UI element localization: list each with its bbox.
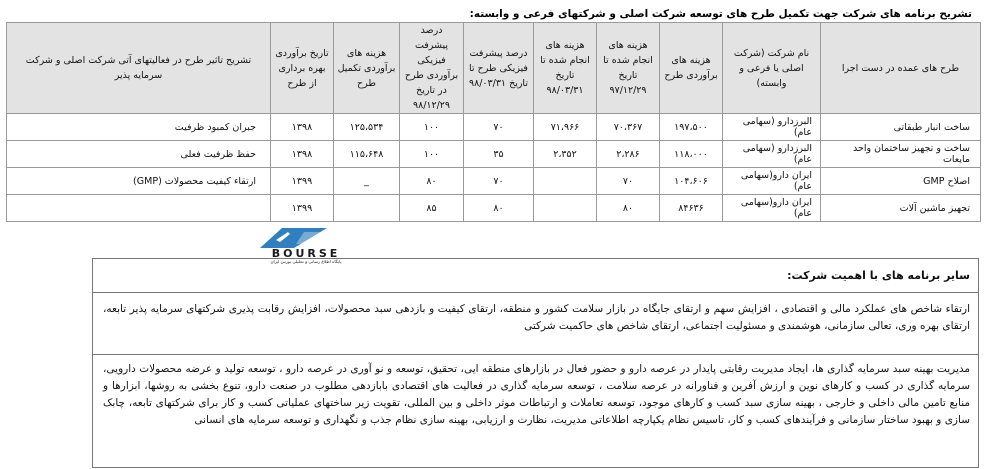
cell-progress-9803: ۷۰ xyxy=(464,168,534,195)
cell-progress-9812: ۱۰۰ xyxy=(400,141,464,168)
cell-spent-9803: ۲،۳۵۲ xyxy=(534,141,597,168)
cell-completion-cost xyxy=(334,195,400,222)
col-header-progress-9803: درصد پیشرفت فیزیکی طرح تا تاریخ ۹۸/۰۳/۳۱ xyxy=(464,23,534,114)
cell-progress-9812: ۸۵ xyxy=(400,195,464,222)
cell-progress-9812: ۱۰۰ xyxy=(400,114,464,141)
cell-operation-date: ۱۳۹۹ xyxy=(271,168,334,195)
cell-spent-9712: ۸۰ xyxy=(597,195,660,222)
cell-completion-cost: ۱۱۵،۶۴۸ xyxy=(334,141,400,168)
projects-table xyxy=(6,22,981,222)
cell-spent-9803 xyxy=(534,168,597,195)
col-header-completion-cost: هزینه های برآوردی تکمیل طرح xyxy=(334,23,400,114)
other-programs-paragraph-1: ارتقاء شاخص های عملکرد مالی و اقتصادی ، افزایش سهم و ارتقای جایگاه در بازار سلامت کشور و منطقه، ارتقای کیفیت و بازدهی سبد محصولات، افزایش رقابت پذیری شرکتهای سرمایه پذیر تابعه، ارتقای بهره وری، تعالی سازمانی، هوشمندی و مسئولیت اجتماعی، ارتقای شاخص های حاکمیت شرکتی xyxy=(93,293,978,355)
col-header-project: طرح های عمده در دست اجرا xyxy=(821,23,981,114)
col-header-progress-9812: درصد پیشرفت فیزیکی برآوردی طرح در تاریخ ۹۸/۱۲/۲۹ xyxy=(400,23,464,114)
logo-word: BOURSE xyxy=(271,247,341,260)
col-header-estimated-cost: هزینه های برآوردی طرح xyxy=(660,23,723,114)
table-row xyxy=(7,141,981,168)
cell-project: اصلاح GMP xyxy=(821,168,981,195)
other-programs-box xyxy=(92,258,979,468)
logo-mark-icon xyxy=(260,228,330,248)
cell-project: تجهیز ماشین آلات xyxy=(821,195,981,222)
col-header-spent-9712: هزینه های انجام شده تا تاریخ ۹۷/۱۲/۲۹ xyxy=(597,23,660,114)
logo-caption: پایگاه اطلاع رسانی و تحلیلی بورس ایران xyxy=(270,259,342,264)
cell-spent-9712: ۷۰،۳۶۷ xyxy=(597,114,660,141)
cell-estimated-cost: ۱۱۸،۰۰۰ xyxy=(660,141,723,168)
cell-completion-cost: _ xyxy=(334,168,400,195)
col-header-operation-date: تاریخ برآوردی بهره برداری از طرح xyxy=(271,23,334,114)
cell-project: ساخت انبار طبقاتی xyxy=(821,114,981,141)
col-header-company: نام شرکت (شرکت اصلی یا فرعی و وابسته) xyxy=(723,23,821,114)
cell-company: ایران دارو(سهامی عام) xyxy=(723,168,821,195)
cell-spent-9803 xyxy=(534,195,597,222)
cell-completion-cost: ۱۲۵،۵۳۴ xyxy=(334,114,400,141)
col-header-spent-9803: هزینه های انجام شده تا تاریخ ۹۸/۰۳/۳۱ xyxy=(534,23,597,114)
other-programs-title: سایر برنامه های با اهمیت شرکت: xyxy=(93,259,978,293)
cell-impact xyxy=(7,195,271,222)
cell-operation-date: ۱۳۹۹ xyxy=(271,195,334,222)
cell-estimated-cost: ۸۴۶۳۶ xyxy=(660,195,723,222)
cell-company: البرزدارو (سهامی عام) xyxy=(723,141,821,168)
cell-estimated-cost: ۱۹۷،۵۰۰ xyxy=(660,114,723,141)
cell-progress-9803: ۸۰ xyxy=(464,195,534,222)
cell-spent-9803: ۷۱،۹۶۶ xyxy=(534,114,597,141)
table-row xyxy=(7,114,981,141)
table-row xyxy=(7,168,981,195)
cell-impact: حفظ ظرفیت فعلی xyxy=(7,141,271,168)
table-header-row xyxy=(7,23,981,114)
cell-company: ایران دارو(سهامی عام) xyxy=(723,195,821,222)
cell-project: ساخت و تجهیز ساختمان واحد مایعات xyxy=(821,141,981,168)
cell-operation-date: ۱۳۹۸ xyxy=(271,114,334,141)
cell-operation-date: ۱۳۹۸ xyxy=(271,141,334,168)
other-programs-paragraph-2: مدیریت بهینه سبد سرمایه گذاری ها، ایجاد مدیریت رقابتی پایدار در عرصه دارو و حضور فعال در بازارهای منطقه ایی، تحقیق، توسعه و نو آوری در عرصه دارو ، توسعه تولید و عرضه محصولات دارویی، سرمایه گذاری در کسب و کارهای نوین و ارزش آفرین و فناورانه در عرصه سلامت ، توسعه سرمایه گذاری در فعالیت های اقتصادی بابازدهی مطلوب در صنعت دارو، تنوع بخشی به روشها، ابزارها و منابع تامین مالی داخلی و خارجی ، بهینه سازی سبد کسب و کارهای موجود، توسعه تعاملات و ارتباطات موثر داخلی و بین المللی، تقویت زیر ساختهای عملیاتی کسب و کار برای شرکتهای تابعه، چابک سازی و بهبود ساختار سازمانی و فرآیندهای کسب و کار، تاسیس نظام یکپارچه اطلاعاتی مدیریت، نظارت و ارزیابی، بهینه سازی نظام جذب و نگهداری و توسعه سرمایه های انسانی xyxy=(103,363,970,426)
cell-progress-9803: ۳۵ xyxy=(464,141,534,168)
cell-spent-9712: ۲،۲۸۶ xyxy=(597,141,660,168)
cell-progress-9803: ۷۰ xyxy=(464,114,534,141)
table-row xyxy=(7,195,981,222)
cell-impact: جبران کمبود ظرفیت xyxy=(7,114,271,141)
cell-impact: ارتقاء کیفیت محصولات (GMP) xyxy=(7,168,271,195)
col-header-impact: تشریح تاثیر طرح در فعالیتهای آتی شرکت اصلی و شرکت سرمایه پذیر xyxy=(7,23,271,114)
cell-estimated-cost: ۱۰۴،۶۰۶ xyxy=(660,168,723,195)
page-heading: تشریح برنامه های شرکت جهت تکمیل طرح های توسعه شرکت اصلی و شرکتهای فرعی و وابسته: xyxy=(469,8,972,20)
cell-company: البرزدارو (سهامی عام) xyxy=(723,114,821,141)
cell-progress-9812: ۸۰ xyxy=(400,168,464,195)
cell-spent-9712: ۷۰ xyxy=(597,168,660,195)
